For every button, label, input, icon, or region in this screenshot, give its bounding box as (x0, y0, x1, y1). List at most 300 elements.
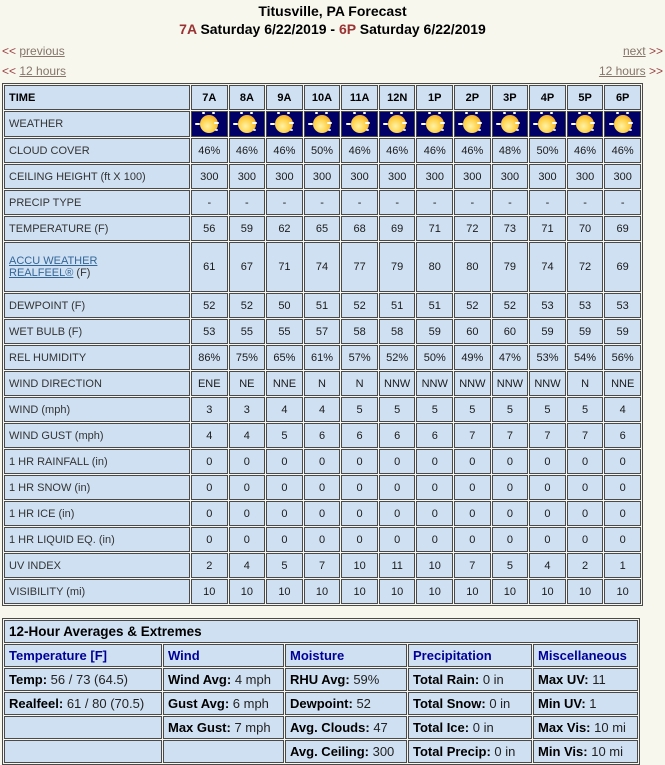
nav-forward-12-hours-label: 12 hours (598, 64, 646, 78)
summary-label: Avg. Ceiling: (290, 744, 369, 759)
summary-label: Min Vis: (538, 744, 588, 759)
sun-icon (313, 115, 331, 133)
double-left-arrow-icon: << (2, 64, 17, 78)
data-cell: 65% (266, 345, 303, 370)
forecast-row (4, 190, 641, 215)
data-cell: 0 (229, 449, 266, 474)
weather-cell (454, 111, 491, 137)
data-cell: 57% (341, 345, 378, 370)
summary-header-row (4, 644, 638, 667)
page-header (2, 0, 663, 38)
data-cell: 5 (492, 397, 529, 422)
data-cell: 0 (454, 527, 491, 552)
nav-next-link[interactable] (623, 44, 663, 58)
data-cell: 69 (379, 216, 416, 241)
data-cell: 69 (604, 216, 641, 241)
summary-label: Gust Avg: (168, 696, 230, 711)
data-cell: 2 (191, 553, 228, 578)
data-cell: 7 (454, 423, 491, 448)
data-cell: 0 (416, 501, 453, 526)
data-cell: 5 (379, 397, 416, 422)
data-cell: 79 (379, 242, 416, 292)
data-cell: 61 (191, 242, 228, 292)
double-left-arrow-icon: << (2, 44, 17, 58)
row-label-cell: WET BULB (F) (4, 319, 190, 344)
data-cell: - (229, 190, 266, 215)
forecast-row (4, 475, 641, 500)
weather-cell (604, 111, 641, 137)
sun-icon (501, 115, 519, 133)
data-cell: 71 (266, 242, 303, 292)
nav-back-12-hours-link[interactable] (2, 64, 66, 78)
data-cell: 1 (604, 553, 641, 578)
data-cell: 0 (191, 449, 228, 474)
data-cell: 0 (229, 501, 266, 526)
nav-row-previous-next (2, 44, 663, 58)
data-cell: 73 (492, 216, 529, 241)
summary-value: 59% (353, 672, 380, 687)
data-cell: 0 (266, 449, 303, 474)
summary-label: Max UV: (538, 672, 589, 687)
time-column-header: 12N (379, 85, 416, 110)
data-cell: 300 (416, 164, 453, 189)
summary-column-header: Miscellaneous (533, 644, 638, 667)
data-cell: 52 (492, 293, 529, 318)
data-cell: 86% (191, 345, 228, 370)
summary-cell (163, 740, 284, 763)
data-cell: 10 (604, 579, 641, 604)
data-cell: 55 (229, 319, 266, 344)
time-column-header: 9A (266, 85, 303, 110)
forecast-row (4, 501, 641, 526)
data-cell: 300 (529, 164, 566, 189)
summary-label: Total Snow: (413, 696, 486, 711)
data-cell: 300 (492, 164, 529, 189)
data-cell: 0 (567, 449, 604, 474)
range-separator: - (330, 21, 336, 37)
data-cell: 47% (492, 345, 529, 370)
data-cell: 6 (341, 423, 378, 448)
sun-icon (463, 115, 481, 133)
data-cell: 59 (604, 319, 641, 344)
summary-label: Realfeel: (9, 696, 64, 711)
summary-value: 0 in (494, 744, 516, 759)
data-cell: 7 (304, 553, 341, 578)
data-cell: 3 (229, 397, 266, 422)
summary-value: 300 (372, 744, 395, 759)
data-cell: 50% (304, 138, 341, 163)
data-cell: 10 (341, 553, 378, 578)
data-cell: 46% (191, 138, 228, 163)
forecast-row (4, 423, 641, 448)
summary-cell (4, 740, 162, 763)
data-cell: - (529, 190, 566, 215)
data-cell: 4 (229, 423, 266, 448)
summary-cell (408, 692, 532, 715)
summary-label: Total Rain: (413, 672, 480, 687)
forecast-row (4, 242, 641, 292)
data-cell: 10 (304, 579, 341, 604)
row-label-cell: ACCU WEATHER REALFEEL® (F) (4, 242, 190, 292)
row-label-cell: REL HUMIDITY (4, 345, 190, 370)
data-cell: - (416, 190, 453, 215)
sun-icon (538, 115, 556, 133)
data-cell: 0 (529, 527, 566, 552)
data-cell: 0 (229, 527, 266, 552)
summary-cell (163, 692, 284, 715)
data-cell: 52 (191, 293, 228, 318)
summary-row (4, 716, 638, 739)
forecast-table (2, 83, 643, 606)
summary-value: 7 mph (234, 720, 271, 735)
data-cell: 10 (454, 579, 491, 604)
data-cell: 57 (304, 319, 341, 344)
data-cell: 0 (604, 449, 641, 474)
realfeel-link[interactable]: REALFEEL® (9, 267, 74, 279)
summary-label: Temp: (9, 672, 48, 687)
data-cell: 61% (304, 345, 341, 370)
data-cell: 10 (191, 579, 228, 604)
summary-column-header: Temperature [F] (4, 644, 162, 667)
data-cell: 10 (379, 579, 416, 604)
sun-icon (388, 115, 406, 133)
summary-title-row (4, 620, 638, 643)
range-start-time: 7A (179, 21, 197, 37)
time-column-header: 3P (492, 85, 529, 110)
data-cell: 0 (604, 501, 641, 526)
data-cell: 300 (229, 164, 266, 189)
data-cell: 69 (604, 242, 641, 292)
data-cell: 0 (266, 475, 303, 500)
data-cell: - (454, 190, 491, 215)
double-right-arrow-icon: >> (648, 44, 663, 58)
data-cell: 0 (492, 501, 529, 526)
range-end-time: 6P (338, 21, 356, 37)
data-cell: 0 (567, 527, 604, 552)
summary-value: 10 mi (594, 720, 626, 735)
forecast-row (4, 371, 641, 396)
data-cell: 10 (341, 579, 378, 604)
data-cell: 3 (191, 397, 228, 422)
data-cell: 53 (529, 293, 566, 318)
data-cell: 54% (567, 345, 604, 370)
summary-title: 12-Hour Averages & Extremes (4, 620, 638, 643)
data-cell: 2 (567, 553, 604, 578)
forecast-row (4, 216, 641, 241)
row-label-cell: 1 HR ICE (in) (4, 501, 190, 526)
nav-forward-12-hours-link[interactable] (599, 64, 663, 78)
data-cell: - (266, 190, 303, 215)
data-cell: 0 (416, 449, 453, 474)
data-cell: 53 (191, 319, 228, 344)
summary-row (4, 668, 638, 691)
weather-cell (229, 111, 266, 137)
data-cell: 300 (567, 164, 604, 189)
data-cell: 79 (492, 242, 529, 292)
sun-icon (238, 115, 256, 133)
forecast-row (4, 449, 641, 474)
data-cell: 80 (454, 242, 491, 292)
data-cell: 0 (416, 475, 453, 500)
sun-icon (351, 115, 369, 133)
row-label-cell: WIND (mph) (4, 397, 190, 422)
data-cell: 51 (379, 293, 416, 318)
data-cell: 70 (567, 216, 604, 241)
row-label-cell: CEILING HEIGHT (ft X 100) (4, 164, 190, 189)
row-label-cell: WIND DIRECTION (4, 371, 190, 396)
sun-icon (614, 115, 632, 133)
data-cell: 6 (604, 423, 641, 448)
data-cell: 53 (567, 293, 604, 318)
double-right-arrow-icon: >> (648, 64, 663, 78)
data-cell: 71 (416, 216, 453, 241)
data-cell: 300 (304, 164, 341, 189)
data-cell: 0 (529, 449, 566, 474)
data-cell: NNW (416, 371, 453, 396)
row-label-cell: WEATHER (4, 111, 190, 137)
data-cell: 52 (341, 293, 378, 318)
data-cell: 0 (341, 475, 378, 500)
data-cell: 300 (191, 164, 228, 189)
data-cell: - (379, 190, 416, 215)
data-cell: 6 (304, 423, 341, 448)
data-cell: 0 (379, 501, 416, 526)
weather-cell (191, 111, 228, 137)
row-label-cell: 1 HR RAINFALL (in) (4, 449, 190, 474)
summary-column-header: Moisture (285, 644, 407, 667)
data-cell: 77 (341, 242, 378, 292)
weather-cell (529, 111, 566, 137)
nav-back-12-hours-label: 12 hours (19, 64, 67, 78)
data-cell: 52 (229, 293, 266, 318)
data-cell: 46% (379, 138, 416, 163)
weather-cell (567, 111, 604, 137)
data-cell: 51 (416, 293, 453, 318)
row-label-cell: PRECIP TYPE (4, 190, 190, 215)
summary-table (2, 618, 640, 765)
row-label-cell: CLOUD COVER (4, 138, 190, 163)
data-cell: 0 (567, 501, 604, 526)
data-cell: - (341, 190, 378, 215)
data-cell: 6 (379, 423, 416, 448)
data-cell: 4 (604, 397, 641, 422)
data-cell: 0 (229, 475, 266, 500)
data-cell: 46% (341, 138, 378, 163)
data-cell: 0 (529, 501, 566, 526)
summary-value: 0 in (472, 720, 494, 735)
forecast-row (4, 111, 641, 137)
data-cell: 0 (492, 475, 529, 500)
row-label-cell: TEMPERATURE (F) (4, 216, 190, 241)
data-cell: ENE (191, 371, 228, 396)
data-cell: 0 (604, 475, 641, 500)
row-label-cell: 1 HR LIQUID EQ. (in) (4, 527, 190, 552)
time-header-cell: TIME (4, 85, 190, 110)
data-cell: 60 (454, 319, 491, 344)
summary-cell (533, 692, 638, 715)
data-cell: - (492, 190, 529, 215)
data-cell: 51 (304, 293, 341, 318)
sun-icon (426, 115, 444, 133)
data-cell: 0 (191, 475, 228, 500)
summary-value: 47 (373, 720, 388, 735)
summary-label: Total Precip: (413, 744, 491, 759)
data-cell: 59 (229, 216, 266, 241)
data-cell: 56% (604, 345, 641, 370)
summary-cell (285, 740, 407, 763)
summary-value: 0 in (482, 672, 504, 687)
data-cell: 4 (191, 423, 228, 448)
data-cell: 74 (529, 242, 566, 292)
summary-label: RHU Avg: (290, 672, 350, 687)
summary-row (4, 740, 638, 763)
data-cell: 0 (304, 501, 341, 526)
data-cell: 0 (454, 449, 491, 474)
summary-cell (163, 716, 284, 739)
data-cell: NNE (266, 371, 303, 396)
nav-previous-label: previous (19, 44, 65, 58)
data-cell: 50 (266, 293, 303, 318)
data-cell: 5 (454, 397, 491, 422)
forecast-row (4, 527, 641, 552)
time-column-header: 10A (304, 85, 341, 110)
data-cell: 5 (341, 397, 378, 422)
data-cell: 0 (567, 475, 604, 500)
summary-cell (4, 716, 162, 739)
summary-cell (408, 740, 532, 763)
data-cell: 5 (266, 423, 303, 448)
range-start-date: Saturday 6/22/2019 (200, 21, 327, 37)
data-cell: 56 (191, 216, 228, 241)
time-column-header: 4P (529, 85, 566, 110)
data-cell: 75% (229, 345, 266, 370)
data-cell: - (567, 190, 604, 215)
summary-cell (285, 668, 407, 691)
sun-icon (576, 115, 594, 133)
data-cell: 0 (379, 475, 416, 500)
sun-icon (200, 115, 218, 133)
data-cell: 80 (416, 242, 453, 292)
forecast-row (4, 579, 641, 604)
forecast-range (2, 20, 663, 38)
summary-column-header: Wind (163, 644, 284, 667)
data-cell: 0 (341, 527, 378, 552)
data-cell: 50% (529, 138, 566, 163)
weather-cell (266, 111, 303, 137)
data-cell: 46% (229, 138, 266, 163)
forecast-row (4, 397, 641, 422)
summary-cell (285, 716, 407, 739)
data-cell: 7 (454, 553, 491, 578)
summary-value: 52 (356, 696, 371, 711)
weather-cell (416, 111, 453, 137)
data-cell: 53% (529, 345, 566, 370)
data-cell: 5 (567, 397, 604, 422)
data-cell: 46% (266, 138, 303, 163)
data-cell: 4 (304, 397, 341, 422)
data-cell: 5 (529, 397, 566, 422)
data-cell: 46% (604, 138, 641, 163)
summary-row (4, 692, 638, 715)
summary-label: Max Gust: (168, 720, 231, 735)
data-cell: 46% (454, 138, 491, 163)
summary-label: Min UV: (538, 696, 586, 711)
data-cell: 0 (266, 501, 303, 526)
data-cell: 4 (266, 397, 303, 422)
data-cell: NNW (492, 371, 529, 396)
sun-icon (275, 115, 293, 133)
data-cell: 4 (229, 553, 266, 578)
data-cell: 53 (604, 293, 641, 318)
data-cell: - (191, 190, 228, 215)
data-cell: 5 (492, 553, 529, 578)
data-cell: 62 (266, 216, 303, 241)
data-cell: 0 (191, 501, 228, 526)
nav-previous-link[interactable] (2, 44, 65, 58)
summary-value: 61 / 80 (70.5) (66, 696, 145, 711)
data-cell: 0 (304, 475, 341, 500)
data-cell: 300 (266, 164, 303, 189)
data-cell: 0 (379, 449, 416, 474)
data-cell: 74 (304, 242, 341, 292)
weather-cell (341, 111, 378, 137)
data-cell: 0 (379, 527, 416, 552)
forecast-row (4, 345, 641, 370)
time-column-header: 1P (416, 85, 453, 110)
weather-cell (379, 111, 416, 137)
data-cell: 49% (454, 345, 491, 370)
data-cell: 300 (379, 164, 416, 189)
summary-cell (408, 716, 532, 739)
time-column-header: 2P (454, 85, 491, 110)
forecast-row (4, 293, 641, 318)
summary-cell (533, 740, 638, 763)
accuweather-link[interactable]: ACCU WEATHER (9, 255, 98, 267)
summary-value: 11 (592, 672, 606, 687)
data-cell: 68 (341, 216, 378, 241)
row-label-cell: VISIBILITY (mi) (4, 579, 190, 604)
row-label-cell: WIND GUST (mph) (4, 423, 190, 448)
data-cell: 300 (454, 164, 491, 189)
data-cell: 60 (492, 319, 529, 344)
data-cell: 10 (529, 579, 566, 604)
forecast-row (4, 164, 641, 189)
summary-value: 4 mph (234, 672, 271, 687)
data-cell: 72 (454, 216, 491, 241)
summary-cell (4, 668, 162, 691)
data-cell: 0 (266, 527, 303, 552)
data-cell: 71 (529, 216, 566, 241)
data-cell: 4 (529, 553, 566, 578)
data-cell: NNW (454, 371, 491, 396)
summary-label: Total Ice: (413, 720, 470, 735)
summary-label: Dewpoint: (290, 696, 353, 711)
data-cell: 58 (379, 319, 416, 344)
data-cell: 0 (304, 527, 341, 552)
time-column-header: 8A (229, 85, 266, 110)
row-label-cell: UV INDEX (4, 553, 190, 578)
forecast-row (4, 553, 641, 578)
data-cell: 0 (454, 475, 491, 500)
nav-row-12-hours (2, 64, 663, 78)
page-title: Titusville, PA Forecast (258, 3, 407, 19)
summary-cell (533, 668, 638, 691)
time-header-row (4, 85, 641, 110)
data-cell: 7 (492, 423, 529, 448)
data-cell: 55 (266, 319, 303, 344)
data-cell: 7 (567, 423, 604, 448)
data-cell: 10 (266, 579, 303, 604)
